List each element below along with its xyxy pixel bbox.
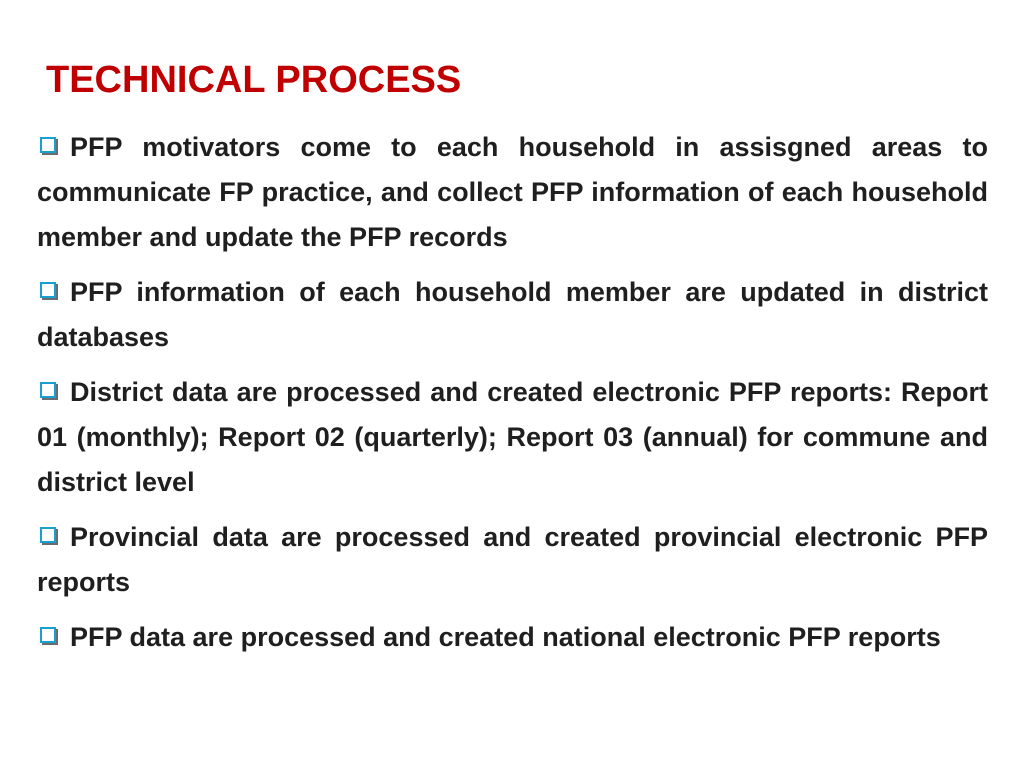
checkbox-bullet-icon — [40, 527, 56, 543]
bullet-item — [37, 370, 988, 505]
bullet-item — [37, 125, 988, 260]
bullet-text: District data are processed and created electronic PFP reports: Report 01 (monthly); Report 02 (quarterly); Report 03 (annual) for commune and district level — [37, 377, 988, 497]
bullet-text: PFP information of each household member are updated in district databases — [37, 277, 988, 352]
bullet-text: PFP data are processed and created national electronic PFP reports — [70, 622, 941, 652]
bullet-text: PFP motivators come to each household in assisgned areas to communicate FP practice, and collect PFP information of each household member and update the PFP records — [37, 132, 988, 252]
slide-title: TECHNICAL PROCESS — [46, 59, 462, 101]
bullet-list — [37, 125, 988, 670]
bullet-item — [37, 270, 988, 360]
bullet-item — [37, 515, 988, 605]
checkbox-bullet-icon — [40, 282, 56, 298]
checkbox-bullet-icon — [40, 382, 56, 398]
checkbox-bullet-icon — [40, 137, 56, 153]
bullet-item — [37, 615, 988, 660]
bullet-text: Provincial data are processed and created provincial electronic PFP reports — [37, 522, 988, 597]
checkbox-bullet-icon — [40, 627, 56, 643]
